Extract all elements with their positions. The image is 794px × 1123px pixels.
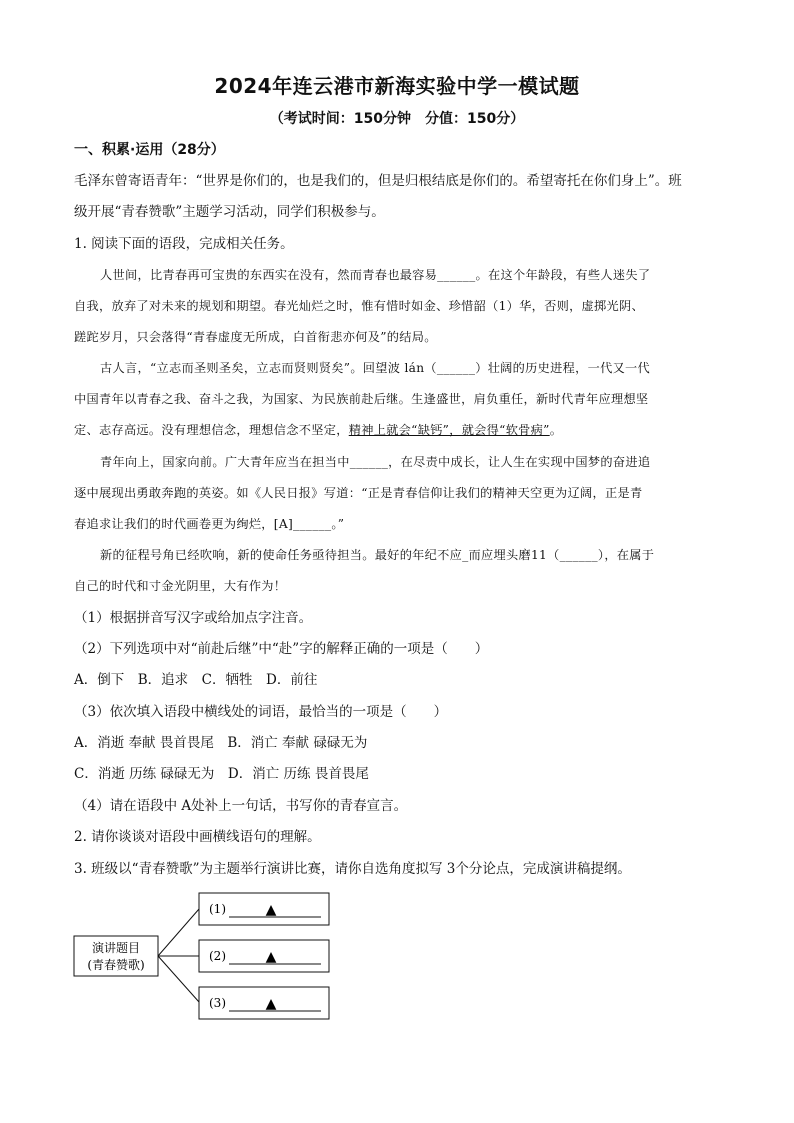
- question-1: 1. 阅读下面的语段，完成相关任务。: [74, 236, 294, 252]
- triangle-icon: ▲: [265, 902, 277, 918]
- branch-number-3: (3): [209, 996, 226, 1010]
- triangle-icon: ▲: [265, 996, 277, 1012]
- root-title: 演讲题目: [91, 941, 141, 955]
- triangle-icon: ▲: [265, 949, 277, 965]
- passage-p3-line2: 逐中展现出勇敢奔跑的英姿。如《人民日报》写道：“正是青春信仰让我们的精神天空更为辽阔，正是青: [74, 486, 643, 500]
- intro-line-2: 级开展“青春赞歌”主题学习活动，同学们积极参与。: [74, 204, 385, 220]
- subquestion-2-options: A．倒下 B．追求 C．牺牲 D．前往: [74, 672, 318, 688]
- exam-info: （考试时间：150分钟 分值：150分）: [269, 111, 525, 127]
- passage-p2-line3-start: 定、志存高远。没有理想信念，理想信念不坚定，: [74, 423, 349, 437]
- question-3: 3. 班级以“青春赞歌”为主题举行演讲比赛，请你自选角度拟写 3个分论点，完成演讲稿提纲。: [74, 861, 631, 877]
- passage-p1-line2: 自我，放弃了对未来的规划和期望。春光灿烂之时，惟有惜时如金、珍惜韶（1）华，否则，虚掷光阴、: [74, 299, 644, 313]
- subquestion-4: （4）请在语段中 A处补上一句话，书写你的青春宣言。: [74, 798, 408, 814]
- subquestion-3: （3）依次填入语段中横线处的词语，最恰当的一项是（ ）: [74, 704, 448, 720]
- branch-number-1: (1): [209, 902, 226, 916]
- section-heading: 一、积累·运用（28分）: [74, 142, 225, 158]
- subquestion-3-options-2: C．消逝 历练 碌碌无为 D．消亡 历练 畏首畏尾: [74, 766, 369, 782]
- passage-p3-line1: 青年向上，国家向前。广大青年应当在担当中______，在尽责中成长，让人生在实现中国梦的奋进追: [100, 455, 651, 469]
- passage-p2-line3-end: 。: [549, 423, 563, 437]
- subquestion-2: （2）下列选项中对“前赴后继”中“赴”字的解释正确的一项是（ ）: [74, 641, 489, 657]
- subquestion-1: （1）根据拼音写汉字或给加点字注音。: [74, 610, 313, 626]
- passage-p2-line1: 古人言，“立志而圣则圣矣，立志而贤则贤矣”。回望波 lán（______）壮阔的历史进程，一代又一代: [100, 361, 651, 375]
- passage-p3-line3: 春追求让我们的时代画卷更为绚烂，[A]______。”: [74, 517, 345, 531]
- connector-line-3: [158, 956, 199, 1002]
- passage-p1-line3: 蹉跎岁月，只会落得“青春虚度无所成，白首衔悲亦何及”的结局。: [74, 330, 437, 344]
- passage-p4-line2: 自己的时代和寸金光阴里，大有作为！: [74, 579, 287, 593]
- page-title: 2024年连云港市新海实验中学一模试题: [214, 74, 580, 98]
- intro-line-1: 毛泽东曾寄语青年：“世界是你们的，也是我们的，但是归根结底是你们的。希望寄托在你们身上”。班: [74, 173, 682, 189]
- subquestion-3-options-1: A．消逝 奉献 畏首畏尾 B．消亡 奉献 碌碌无为: [74, 735, 368, 751]
- passage-p4-line1: 新的征程号角已经吹响，新的使命任务亟待担当。最好的年纪不应_而应埋头磨11（______），在属于: [100, 548, 655, 562]
- underlined-sentence: 精神上就会“缺钙”，就会得“软骨病”: [348, 423, 550, 437]
- root-subtitle: (青春赞歌): [87, 958, 145, 972]
- passage-p1-line1: 人世间，比青春再可宝贵的东西实在没有，然而青春也最容易______。在这个年龄段，有些人迷失了: [100, 268, 651, 282]
- connector-line-1: [158, 909, 199, 956]
- branch-number-2: (2): [209, 949, 226, 963]
- passage-p2-line2: 中国青年以青春之我、奋斗之我，为国家、为民族前赴后继。生逢盛世，肩负重任，新时代青年应理想坚: [74, 392, 649, 406]
- question-2: 2. 请你谈谈对语段中画横线语句的理解。: [74, 829, 321, 845]
